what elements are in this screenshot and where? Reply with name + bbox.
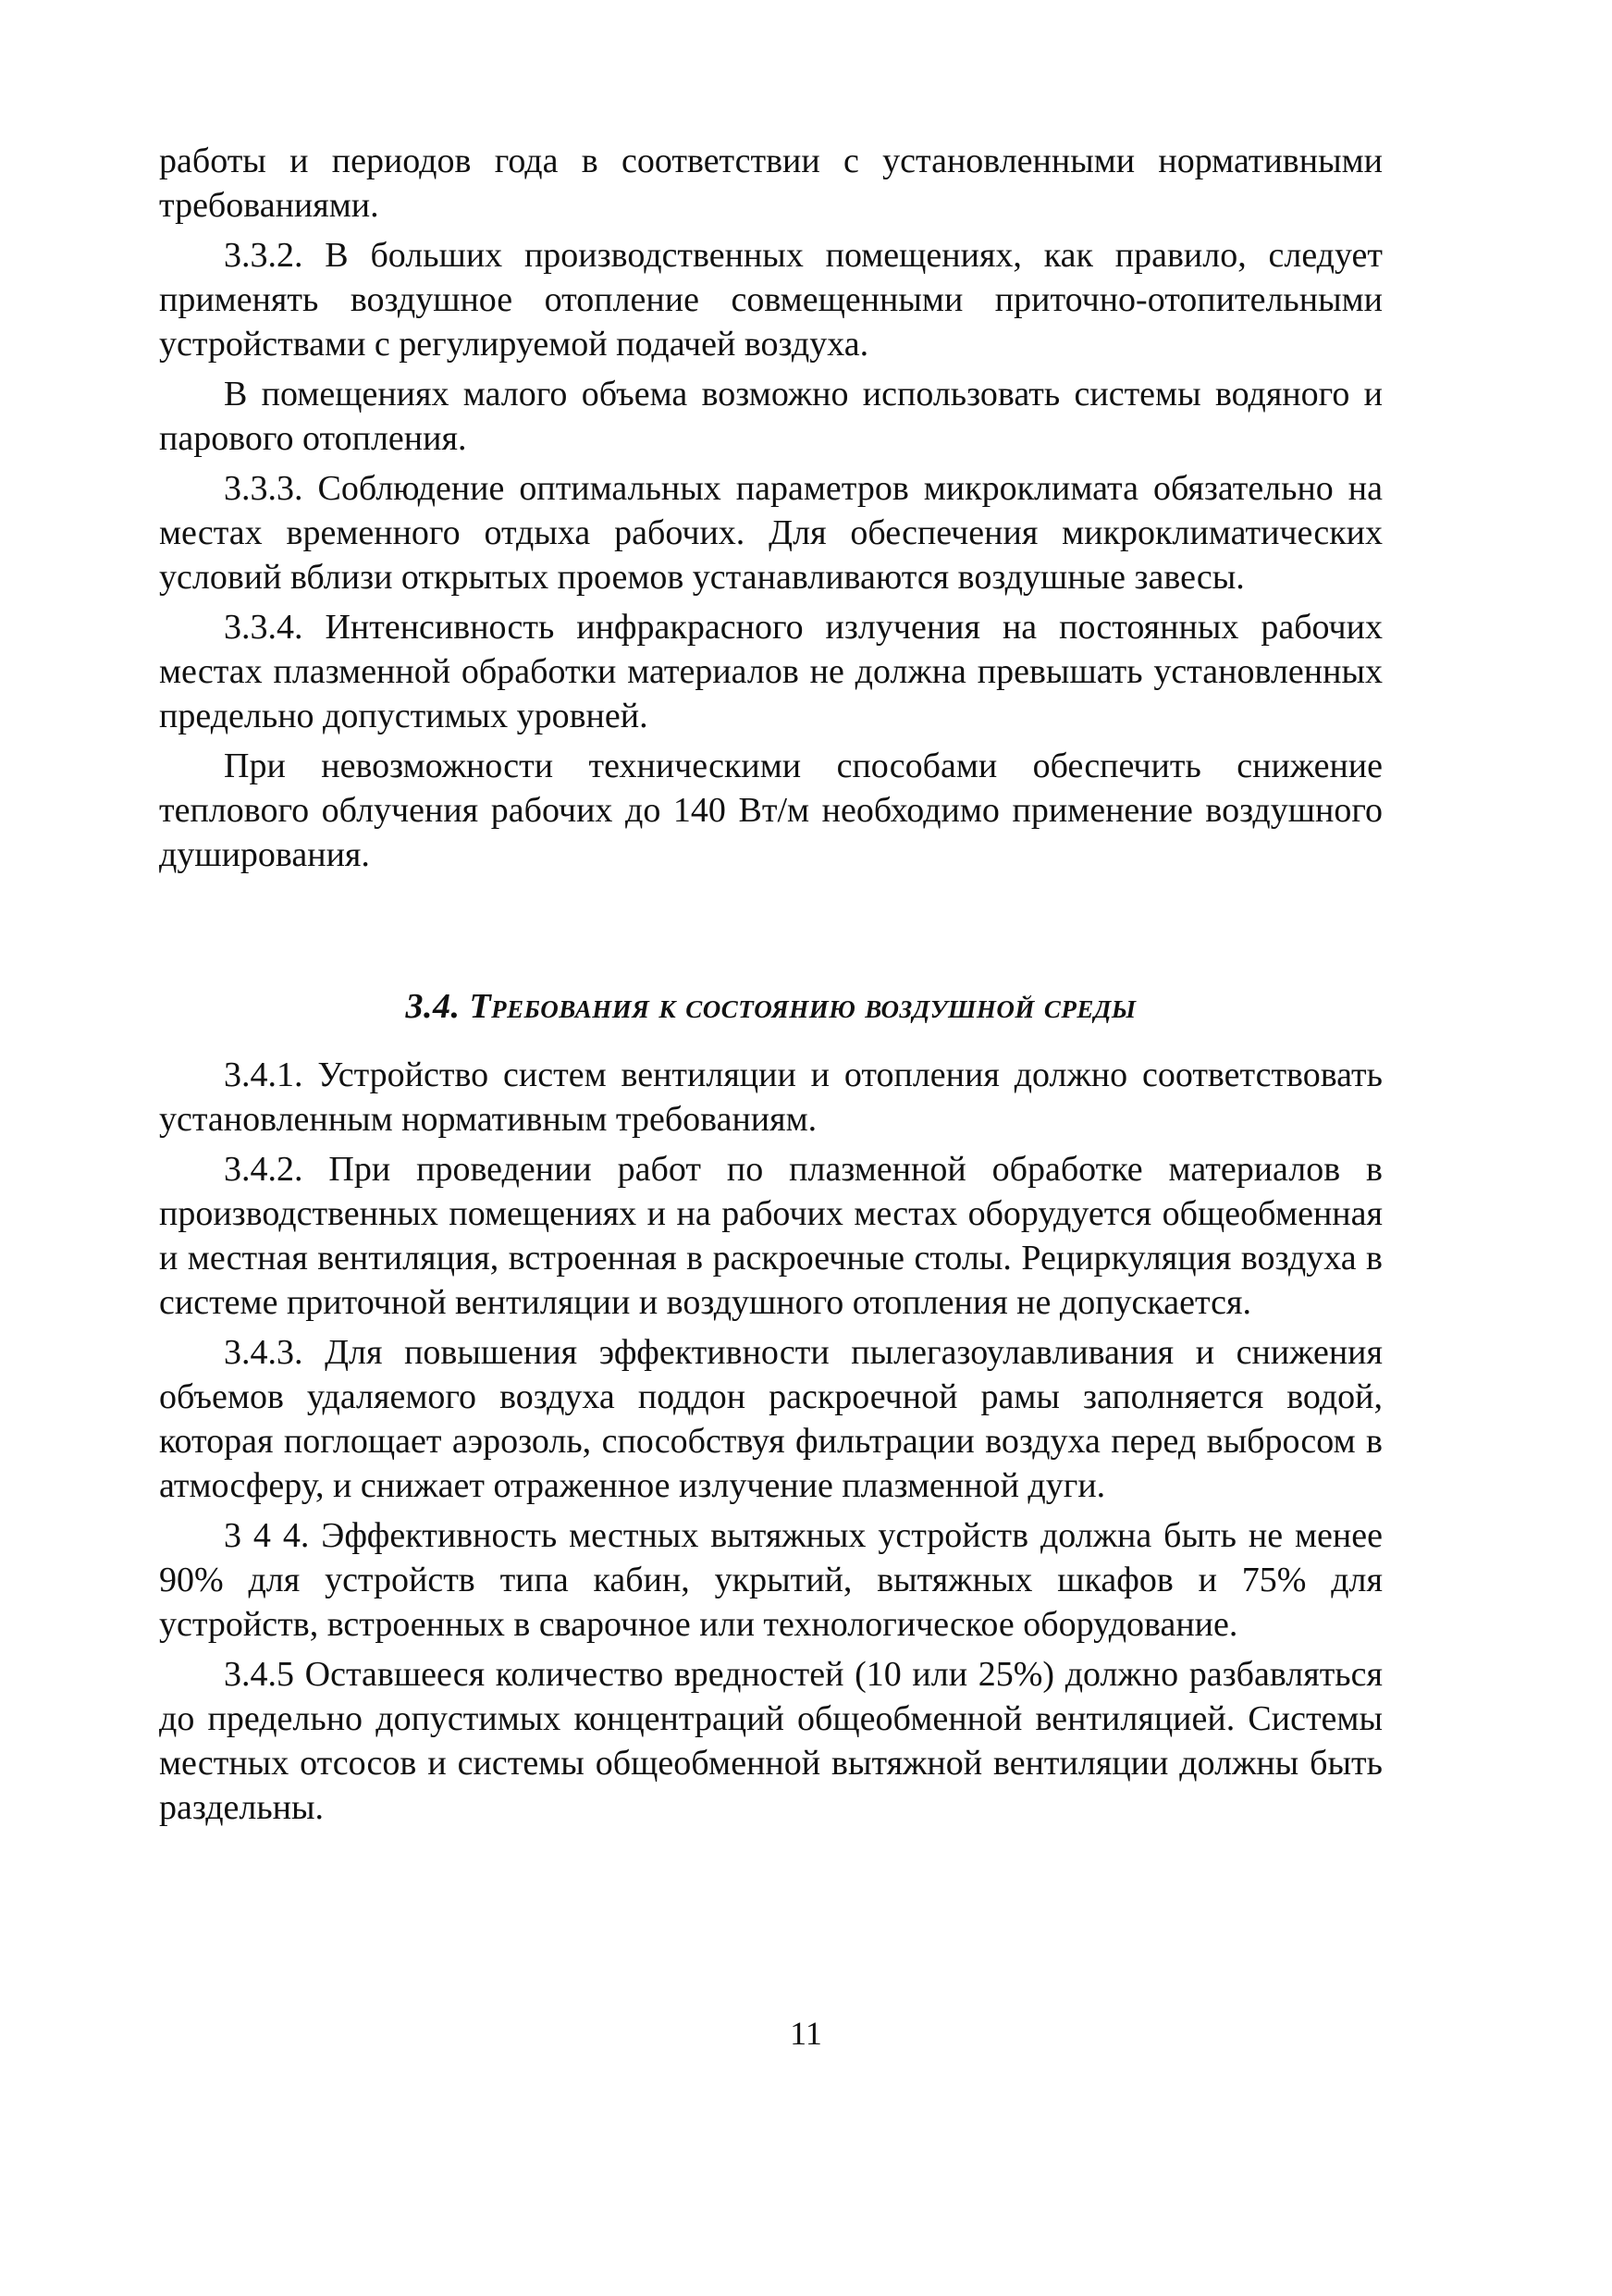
paragraph: 3.3.4. Интенсивность инфракрасного излучения на постоянных рабочих местах плазменной обработки материалов не должна превышать установленных предельно допустимых уровней.	[159, 608, 1383, 735]
paragraph: 3.4.2. При проведении работ по плазменной обработке материалов в производственных помещениях и на рабочих местах оборудуется общеобменная и местная вентиляция, встроенная в раскроечные столы. Рециркуляция воздуха в системе приточной вентиляции и воздушного отопления не допускается.	[159, 1150, 1383, 1322]
paragraph: 3.4.5 Оставшееся количество вредностей (10 или 25%) должно разбавляться до предельно допустимых концентраций общеобменной вентиляцией. Системы местных отсосов и системы общеобменной вытяжной вентиляции должны быть раздельны.	[159, 1655, 1383, 1827]
body-text	[159, 139, 1383, 1835]
paragraph: 3.3.3. Соблюдение оптимальных параметров микроклимата обязательно на местах временного отдыха рабочих. Для обеспечения микроклиматических условий вблизи открытых проемов устанавливаются воздушные завесы.	[159, 469, 1383, 597]
paragraph: В помещениях малого объема возможно использовать системы водяного и парового отопления.	[159, 375, 1383, 458]
page-number: 11	[790, 2015, 822, 2052]
paragraph: При невозможности техническими способами обеспечить снижение теплового облучения рабочих до 140 Вт/м необходимо применение воздушного душирования.	[159, 747, 1383, 874]
paragraph: 3.4.1. Устройство систем вентиляции и отопления должно соответствовать установленным нормативным требованиям.	[159, 1055, 1383, 1139]
section-title: 3.4. Требования к состоянию воздушной среды	[405, 987, 1137, 1026]
paragraph: 3.4.3. Для повышения эффективности пылегазоулавливания и снижения объемов удаляемого воздуха поддон раскроечной рамы заполняется водой, которая поглощает аэрозоль, способствуя фильтрации воздуха перед выбросом в атмосферу, и снижает отраженное излучение плазменной дуги.	[159, 1333, 1383, 1505]
paragraphs-before-section	[159, 139, 1383, 877]
paragraph: работы и периодов года в соответствии с установленными нормативными требованиями.	[159, 142, 1383, 225]
paragraph: 3.3.2. В больших производственных помещениях, как правило, следует применять воздушное отопление совмещенными приточно-отопительными устройствами с регулируемой подачей воздуха.	[159, 236, 1383, 364]
paragraph: 3 4 4. Эффективность местных вытяжных устройств должна быть не менее 90% для устройств типа кабин, укрытий, вытяжных шкафов и 75% для устройств, встроенных в сварочное или технологическое оборудование.	[159, 1516, 1383, 1644]
paragraphs-after-section	[159, 1053, 1383, 1830]
